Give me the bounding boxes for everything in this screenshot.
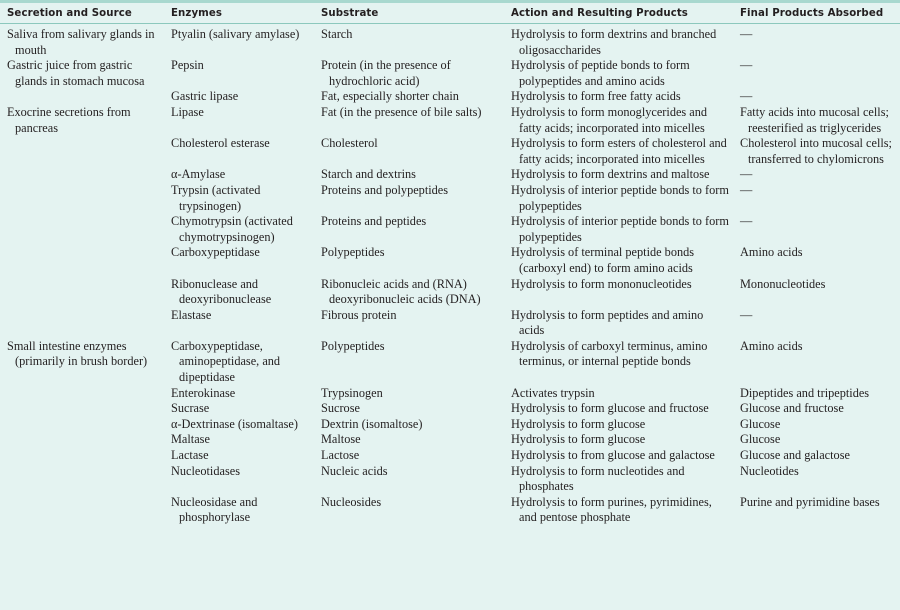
cell-enzyme <box>164 245 314 276</box>
substrate-text: Starch <box>321 27 353 41</box>
table-row <box>0 448 900 464</box>
header-substrate: Substrate <box>314 3 504 24</box>
table-row <box>0 24 900 59</box>
header-final-products: Final Products Absorbed <box>733 3 900 24</box>
action-products-text: Hydrolysis of carboxyl terminus, amino terminus, or internal peptide bonds <box>511 338 708 369</box>
table-row <box>0 339 900 386</box>
cell-substrate <box>314 432 504 448</box>
final-products-text: Amino acids <box>740 245 803 260</box>
enzyme-text: Maltase <box>171 432 210 447</box>
action-products-text: Activates trypsin <box>511 385 595 400</box>
cell-action-products <box>504 167 733 183</box>
cell-final-products <box>733 495 900 526</box>
action-products-text: Hydrolysis to form dextrins and maltose <box>511 167 710 182</box>
table-row <box>0 386 900 402</box>
substrate-text: Cholesterol <box>321 136 378 151</box>
enzyme-text: Ribonuclease and deoxyribonuclease <box>171 276 272 307</box>
action-products-text: Hydrolysis to from glucose and galactose <box>511 448 715 463</box>
final-products-text: Glucose and galactose <box>740 448 850 463</box>
enzyme-text: Elastase <box>171 307 212 322</box>
header-action-products: Action and Resulting Products <box>504 3 733 24</box>
action-products-text: Hydrolysis to form dextrins and branched oligosaccharides <box>511 27 717 57</box>
final-products-text: — <box>740 58 753 73</box>
action-products-text: Hydrolysis to form nucleotides and phosphates <box>511 463 685 494</box>
cell-substrate <box>314 24 504 59</box>
enzyme-text: Lipase <box>171 104 204 119</box>
substrate-text: Ribonucleic acids and (RNA) deoxyribonucleic acids (DNA) <box>321 276 481 307</box>
action-products-text: Hydrolysis to form peptides and amino acids <box>511 307 704 338</box>
header-secretion-source: Secretion and Source <box>0 3 164 24</box>
cell-substrate <box>314 105 504 136</box>
action-products-text: Hydrolysis to form esters of cholesterol and fatty acids; incorporated into micelles <box>511 136 727 166</box>
cell-substrate <box>314 448 504 464</box>
enzyme-text: Nucleosidase and phosphorylase <box>171 494 258 525</box>
cell-final-products <box>733 464 900 495</box>
cell-final-products <box>733 245 900 276</box>
cell-secretion-source <box>0 245 164 276</box>
cell-secretion-source <box>0 308 164 339</box>
cell-action-products <box>504 245 733 276</box>
action-products-text: Hydrolysis to form purines, pyrimidines, and pentose phosphate <box>511 494 712 525</box>
final-products-text: Mononucleotides <box>740 276 826 291</box>
enzyme-text: Sucrase <box>171 401 210 416</box>
cell-substrate <box>314 308 504 339</box>
final-products-text: — <box>740 167 753 182</box>
enzyme-text: Carboxypeptidase <box>171 245 260 260</box>
cell-enzyme <box>164 432 314 448</box>
cell-final-products <box>733 386 900 402</box>
cell-final-products <box>733 183 900 214</box>
cell-secretion-source <box>0 167 164 183</box>
digestive-enzymes-table <box>0 3 900 526</box>
substrate-text: Protein (in the presence of hydrochloric acid) <box>321 58 451 88</box>
table-row <box>0 89 900 105</box>
cell-substrate <box>314 464 504 495</box>
cell-final-products <box>733 401 900 417</box>
table-row <box>0 401 900 417</box>
final-products-text: — <box>740 182 753 197</box>
table-row <box>0 58 900 89</box>
action-products-text: Hydrolysis to form monoglycerides and fatty acids; incorporated into micelles <box>511 104 708 135</box>
substrate-text: Fat (in the presence of bile salts) <box>321 104 482 119</box>
secretion-source-text: Small intestine enzymes (primarily in brush border) <box>7 338 148 369</box>
action-products-text: Hydrolysis to form mononucleotides <box>511 276 692 291</box>
enzyme-text: Chymotrypsin (activated chymotrypsinogen) <box>171 214 293 244</box>
cell-secretion-source <box>0 277 164 308</box>
cell-substrate <box>314 183 504 214</box>
cell-enzyme <box>164 495 314 526</box>
final-products-text: — <box>740 214 753 229</box>
secretion-source-text: Gastric juice from gastric glands in stomach mucosa <box>7 58 145 88</box>
cell-action-products <box>504 386 733 402</box>
cell-action-products <box>504 58 733 89</box>
cell-action-products <box>504 277 733 308</box>
cell-secretion-source <box>0 105 164 136</box>
secretion-source-text: Saliva from salivary glands in mouth <box>7 27 155 57</box>
cell-enzyme <box>164 308 314 339</box>
cell-final-products <box>733 277 900 308</box>
cell-secretion-source <box>0 24 164 59</box>
cell-action-products <box>504 401 733 417</box>
enzyme-text: Trypsin (activated trypsinogen) <box>171 182 261 213</box>
enzyme-text: Pepsin <box>171 58 204 73</box>
cell-substrate <box>314 417 504 433</box>
cell-final-products <box>733 89 900 105</box>
cell-substrate <box>314 495 504 526</box>
enzyme-text: Lactase <box>171 448 209 463</box>
table-body <box>0 24 900 527</box>
cell-substrate <box>314 89 504 105</box>
cell-final-products <box>733 24 900 59</box>
cell-enzyme <box>164 277 314 308</box>
enzyme-text: Nucleotidases <box>171 463 240 478</box>
cell-secretion-source <box>0 183 164 214</box>
substrate-text: Proteins and polypeptides <box>321 182 449 197</box>
table-row <box>0 136 900 167</box>
cell-substrate <box>314 167 504 183</box>
cell-enzyme <box>164 89 314 105</box>
enzyme-text: α-Amylase <box>171 167 226 182</box>
final-products-text: Glucose <box>740 416 781 431</box>
table-header <box>0 3 900 24</box>
cell-enzyme <box>164 401 314 417</box>
cell-substrate <box>314 339 504 386</box>
substrate-text: Nucleosides <box>321 494 382 509</box>
action-products-text: Hydrolysis of interior peptide bonds to form polypeptides <box>511 214 729 244</box>
substrate-text: Lactose <box>321 448 360 463</box>
cell-enzyme <box>164 339 314 386</box>
enzyme-text: α-Dextrinase (isomaltase) <box>171 416 298 431</box>
cell-action-products <box>504 417 733 433</box>
cell-substrate <box>314 245 504 276</box>
cell-secretion-source <box>0 432 164 448</box>
cell-action-products <box>504 432 733 448</box>
action-products-text: Hydrolysis to form glucose and fructose <box>511 401 709 416</box>
cell-enzyme <box>164 448 314 464</box>
final-products-text: Fatty acids into mucosal cells; reesterified as triglycerides <box>740 104 889 135</box>
cell-enzyme <box>164 214 314 245</box>
cell-final-products <box>733 448 900 464</box>
cell-secretion-source <box>0 339 164 386</box>
cell-substrate <box>314 401 504 417</box>
enzyme-text: Enterokinase <box>171 385 236 400</box>
substrate-text: Fat, especially shorter chain <box>321 89 459 104</box>
action-products-text: Hydrolysis of interior peptide bonds to form polypeptides <box>511 182 729 213</box>
substrate-text: Sucrose <box>321 401 360 416</box>
cell-secretion-source <box>0 417 164 433</box>
cell-final-products <box>733 214 900 245</box>
enzyme-text: Gastric lipase <box>171 89 239 104</box>
cell-substrate <box>314 214 504 245</box>
secretion-source-text: Exocrine secretions from pancreas <box>7 104 131 135</box>
cell-enzyme <box>164 136 314 167</box>
table-row <box>0 183 900 214</box>
cell-secretion-source <box>0 495 164 526</box>
final-products-text: Glucose <box>740 432 781 447</box>
cell-secretion-source <box>0 214 164 245</box>
cell-final-products <box>733 58 900 89</box>
substrate-text: Fibrous protein <box>321 307 397 322</box>
substrate-text: Polypeptides <box>321 338 385 353</box>
table-row <box>0 464 900 495</box>
header-enzymes: Enzymes <box>164 3 314 24</box>
substrate-text: Proteins and peptides <box>321 214 427 229</box>
cell-secretion-source <box>0 448 164 464</box>
substrate-text: Dextrin (isomaltose) <box>321 416 423 431</box>
final-products-text: Glucose and fructose <box>740 401 844 416</box>
cell-secretion-source <box>0 464 164 495</box>
cell-secretion-source <box>0 386 164 402</box>
cell-substrate <box>314 386 504 402</box>
cell-enzyme <box>164 386 314 402</box>
enzyme-text: Cholesterol esterase <box>171 136 270 151</box>
cell-action-products <box>504 214 733 245</box>
header-row <box>0 3 900 24</box>
cell-action-products <box>504 24 733 59</box>
cell-secretion-source <box>0 401 164 417</box>
cell-enzyme <box>164 58 314 89</box>
table-row <box>0 308 900 339</box>
cell-final-products <box>733 417 900 433</box>
cell-substrate <box>314 58 504 89</box>
cell-enzyme <box>164 24 314 59</box>
cell-enzyme <box>164 183 314 214</box>
final-products-text: — <box>740 89 753 104</box>
final-products-text: Nucleotides <box>740 463 799 478</box>
final-products-text: Purine and pyrimidine bases <box>740 494 880 509</box>
cell-action-products <box>504 308 733 339</box>
cell-action-products <box>504 136 733 167</box>
cell-secretion-source <box>0 58 164 89</box>
final-products-text: Cholesterol into mucosal cells; transferred to chylomicrons <box>740 136 892 166</box>
table-row <box>0 214 900 245</box>
cell-action-products <box>504 105 733 136</box>
table-row <box>0 277 900 308</box>
cell-final-products <box>733 167 900 183</box>
cell-substrate <box>314 277 504 308</box>
cell-final-products <box>733 105 900 136</box>
final-products-text: — <box>740 307 753 322</box>
substrate-text: Polypeptides <box>321 245 385 260</box>
enzyme-text: Ptyalin (salivary amylase) <box>171 27 300 41</box>
cell-final-products <box>733 136 900 167</box>
cell-enzyme <box>164 464 314 495</box>
substrate-text: Starch and dextrins <box>321 167 416 182</box>
final-products-text: Amino acids <box>740 338 803 353</box>
action-products-text: Hydrolysis to form glucose <box>511 432 646 447</box>
substrate-text: Nucleic acids <box>321 463 388 478</box>
substrate-text: Trypsinogen <box>321 385 383 400</box>
cell-secretion-source <box>0 89 164 105</box>
action-products-text: Hydrolysis of terminal peptide bonds (carboxyl end) to form amino acids <box>511 245 695 275</box>
action-products-text: Hydrolysis to form free fatty acids <box>511 89 681 104</box>
cell-secretion-source <box>0 136 164 167</box>
table-row <box>0 167 900 183</box>
cell-action-products <box>504 89 733 105</box>
cell-final-products <box>733 339 900 386</box>
action-products-text: Hydrolysis to form glucose <box>511 416 646 431</box>
table-row <box>0 495 900 526</box>
cell-final-products <box>733 308 900 339</box>
cell-substrate <box>314 136 504 167</box>
cell-enzyme <box>164 167 314 183</box>
final-products-text: — <box>740 27 753 41</box>
cell-action-products <box>504 448 733 464</box>
cell-action-products <box>504 495 733 526</box>
substrate-text: Maltose <box>321 432 361 447</box>
cell-final-products <box>733 432 900 448</box>
table-row <box>0 417 900 433</box>
cell-enzyme <box>164 417 314 433</box>
cell-enzyme <box>164 105 314 136</box>
table-row <box>0 245 900 276</box>
enzyme-text: Carboxypeptidase, aminopeptidase, and dipeptidase <box>171 338 281 385</box>
cell-action-products <box>504 339 733 386</box>
action-products-text: Hydrolysis of peptide bonds to form polypeptides and amino acids <box>511 58 690 88</box>
cell-action-products <box>504 183 733 214</box>
table-row <box>0 432 900 448</box>
final-products-text: Dipeptides and tripeptides <box>740 385 870 400</box>
table-row <box>0 105 900 136</box>
cell-action-products <box>504 464 733 495</box>
